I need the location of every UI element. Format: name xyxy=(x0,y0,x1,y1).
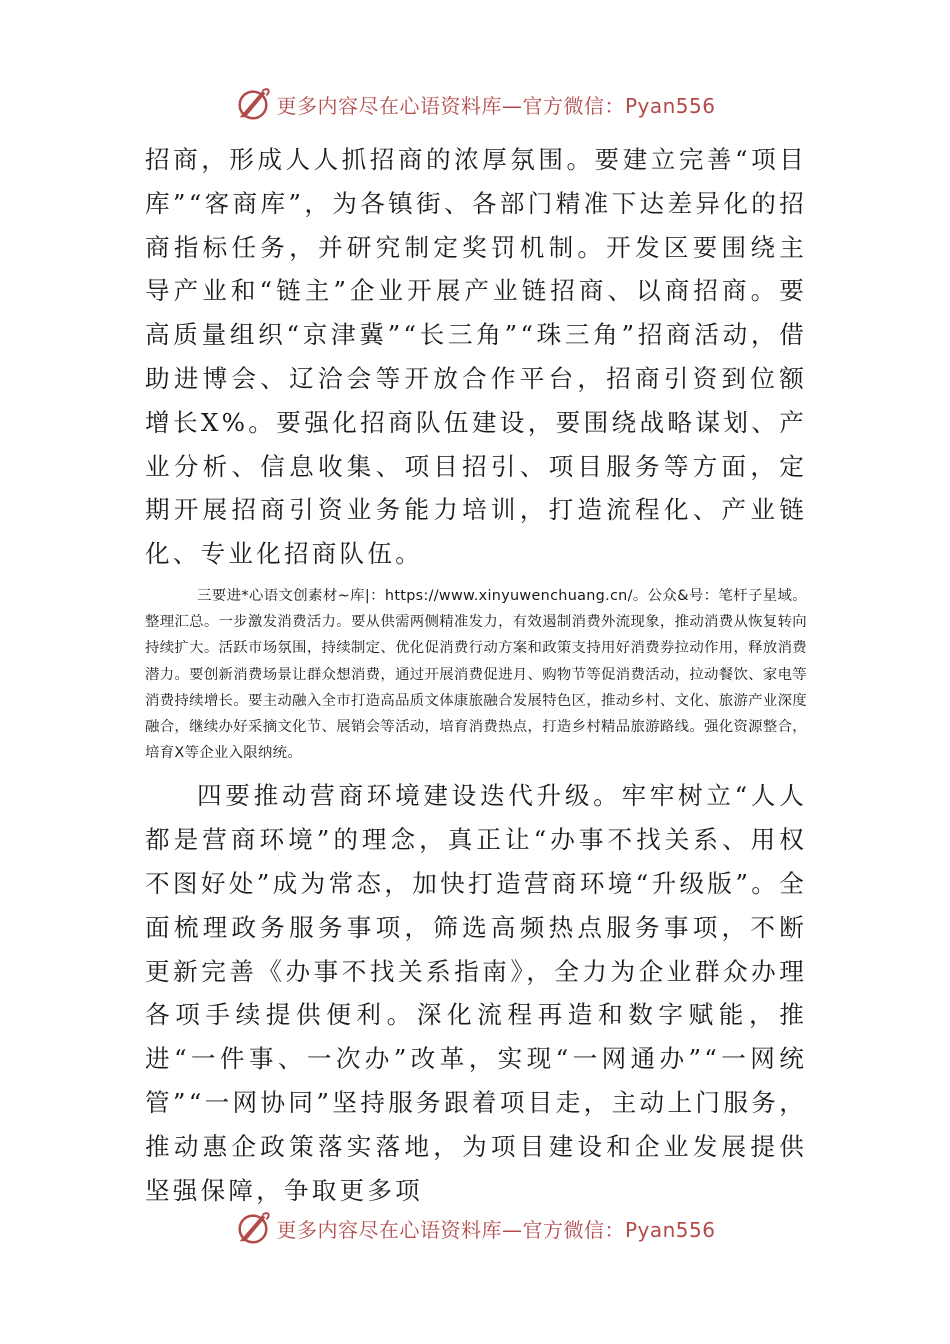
header-banner xyxy=(0,82,950,126)
document-body xyxy=(145,138,807,1212)
paragraph-business-environment: 四要推动营商环境建设迭代升级。牢牢树立“人人都是营商环境”的理念，真正让“办事不找关系、用权不图好处”成为常态，加快打造营商环境“升级版”。全面梳理政务服务事项，筛选高频热点服务事项，不断更新完善《办事不找关系指南》，全力为企业群众办理各项手续提供便利。深化流程再造和数字赋能，推进“一件事、一次办”改革，实现“一网通办”“一网统管”“一网协同”坚持服务跟着项目走，主动上门服务，推动惠企政策落实落地，为项目建设和企业发展提供坚强保障，争取更多项 xyxy=(145,781,807,1205)
banner-text: 更多内容尽在心语资料库—官方微信：Pyan556 xyxy=(276,93,716,118)
quill-logo-icon xyxy=(234,1209,272,1247)
paragraph-consumption: 三要进*心语文创素材~库|：https://www.xinyuwenchuang.cn/。公众&号：笔杆子星域。整理汇总。一步激发消费活力。要从供需两侧精准发力，有效遏制消费外流现象，推动消费从恢复转向持续扩大。活跃市场氛围，持续制定、优化促消费行动方案和政策支持用好消费券拉动作用，释放消费潜力。要创新消费场景让群众想消费，通过开展消费促进月、购物节等促消费活动，拉动餐饮、家电等消费持续增长。要主动融入全市打造高品质文体康旅融合发展特色区，推动乡村、文化、旅游产业深度融合，继续办好采摘文化节、展销会等活动，培育消费热点，打造乡村精品旅游路线。强化资源整合，培育X等企业入限纳统。 xyxy=(145,587,807,762)
paragraph-investment: 招商，形成人人抓招商的浓厚氛围。要建立完善“项目库”“客商库”，为各镇街、各部门精准下达差异化的招商指标任务，并研究制定奖罚机制。开发区要围绕主导产业和“链主”企业开展产业链招商、以商招商。要高质量组织“京津冀”“长三角”“珠三角”招商活动，借助进博会、辽洽会等开放合作平台，招商引资到位额增长X%。要强化招商队伍建设，要围绕战略谋划、产业分析、信息收集、项目招引、项目服务等方面，定期开展招商引资业务能力培训，打造流程化、产业链化、专业化招商队伍。 xyxy=(145,145,807,569)
quill-logo-icon xyxy=(234,85,272,123)
footer-banner xyxy=(0,1206,950,1250)
banner-text: 更多内容尽在心语资料库—官方微信：Pyan556 xyxy=(276,1217,716,1242)
